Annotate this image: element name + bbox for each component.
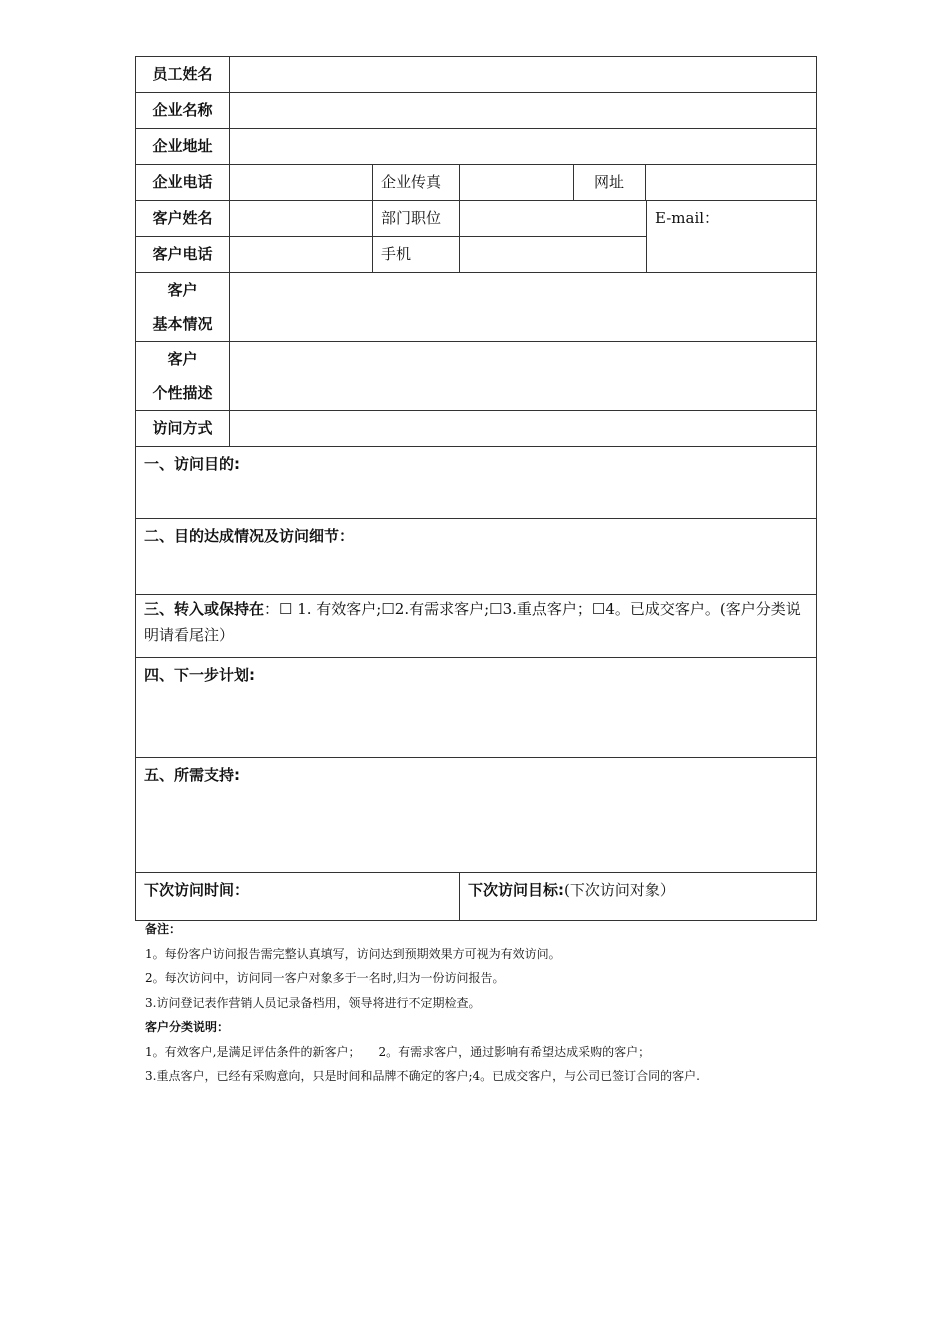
customer-status-options[interactable]: ：☐ 1. 有效客户;☐2.有需求客户;☐3.重点客户；☐4。已成交客户。(客户分类说明请看尾注）	[144, 600, 801, 644]
company-address-field[interactable]	[230, 129, 817, 165]
next-visit-time-cell[interactable]	[136, 873, 460, 921]
visit-purpose-section[interactable]: 一、访问目的:	[136, 447, 817, 519]
row-employee-name	[136, 57, 817, 93]
website-label: 网址	[574, 165, 646, 201]
row-goal-achievement	[136, 519, 817, 595]
customer-status-section[interactable]	[136, 595, 817, 658]
row-customer-basic	[136, 273, 817, 342]
email-cell[interactable]	[647, 201, 817, 273]
classification-line-1: 1。有效客户,是满足评估条件的新客户； 2。有需求客户，通过影响有希望达成采购的客户；	[145, 1044, 651, 1059]
company-fax-field[interactable]	[460, 165, 574, 201]
notes-title: 备注：	[145, 922, 182, 936]
customer-status-label: 三、转入或保持在	[144, 600, 265, 618]
classification-line-2: 3.重点客户，已经有采购意向，只是时间和品牌不确定的客户;4。已成交客户，与公司已签订合同的客户.	[145, 1069, 700, 1083]
visit-method-label: 访问方式	[136, 411, 230, 447]
department-position-field[interactable]	[460, 201, 647, 237]
website-field[interactable]	[646, 165, 817, 201]
row-customer-status	[136, 595, 817, 658]
company-name-field[interactable]	[230, 93, 817, 129]
customer-phone-field[interactable]	[230, 237, 373, 273]
classification-title: 客户分类说明：	[145, 1020, 230, 1034]
notes-line-1: 1。每份客户访问报告需完整认真填写，访问达到预期效果方可视为有效访问。	[145, 946, 561, 961]
row-visit-purpose	[136, 447, 817, 519]
mobile-field[interactable]	[460, 237, 647, 273]
notes-block	[145, 917, 825, 1089]
customer-basic-field[interactable]	[230, 273, 817, 342]
customer-personality-label: 客户 个性描述	[136, 342, 230, 411]
company-address-label: 企业地址	[136, 129, 230, 165]
visit-method-field[interactable]	[230, 411, 817, 447]
customer-basic-label: 客户 基本情况	[136, 273, 230, 342]
customer-name-field[interactable]	[230, 201, 373, 237]
customer-personality-field[interactable]	[230, 342, 817, 411]
notes-line-2: 2。每次访问中，访问同一客户对象多于一名时,归为一份访问报告。	[145, 971, 505, 985]
employee-name-field[interactable]	[230, 57, 817, 93]
row-company-name	[136, 93, 817, 129]
row-customer-personality	[136, 342, 817, 411]
company-phone-field[interactable]	[230, 165, 373, 201]
email-label: E-mail：	[655, 209, 720, 227]
row-company-phone	[136, 165, 817, 201]
goal-achievement-section[interactable]: 二、目的达成情况及访问细节：	[136, 519, 817, 595]
row-next-visit	[136, 873, 817, 921]
customer-name-label: 客户姓名	[136, 201, 230, 237]
employee-name-label: 员工姓名	[136, 57, 230, 93]
company-phone-label: 企业电话	[136, 165, 230, 201]
row-company-address	[136, 129, 817, 165]
next-plan-section[interactable]: 四、下一步计划:	[136, 658, 817, 758]
support-needed-section[interactable]: 五、所需支持:	[136, 758, 817, 873]
row-visit-method	[136, 411, 817, 447]
row-next-plan	[136, 658, 817, 758]
row-customer-name	[136, 201, 817, 237]
company-fax-label: 企业传真	[373, 165, 460, 201]
next-visit-time-label: 下次访问时间：	[144, 881, 250, 899]
customer-phone-label: 客户电话	[136, 237, 230, 273]
notes-line-3: 3.访问登记表作营销人员记录备档用，领导将进行不定期检查。	[145, 995, 481, 1010]
department-position-label: 部门职位	[373, 201, 460, 237]
next-visit-goal-note: (下次访问对象）	[564, 881, 675, 899]
next-visit-goal-cell[interactable]	[460, 873, 817, 921]
next-visit-goal-label: 下次访问目标:	[468, 881, 564, 899]
row-support-needed	[136, 758, 817, 873]
visit-report-form	[135, 56, 817, 921]
mobile-label: 手机	[373, 237, 460, 273]
company-name-label: 企业名称	[136, 93, 230, 129]
